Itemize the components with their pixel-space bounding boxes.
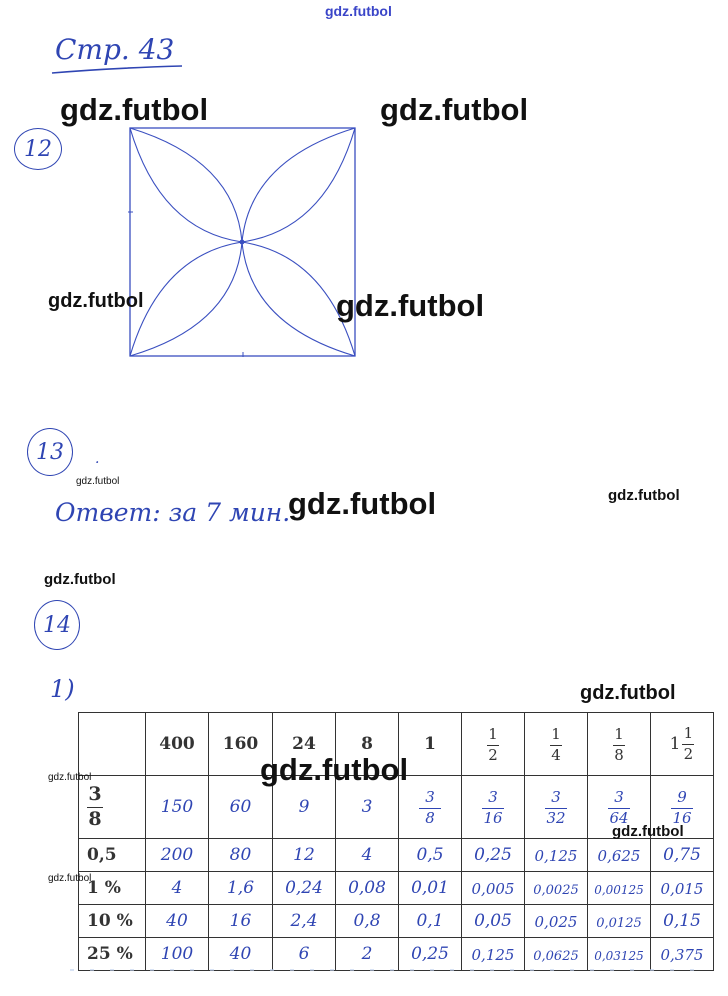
handwritten-value: 0,03125 <box>594 948 644 963</box>
watermark: gdz.futbol <box>44 571 116 588</box>
table-value-cell <box>462 776 525 839</box>
handwritten-fraction <box>482 790 504 827</box>
fraction-numerator: 3 <box>88 782 102 805</box>
watermark: gdz.futbol <box>580 682 676 704</box>
fraction-numerator: 9 <box>677 788 687 807</box>
fraction-denominator: 8 <box>614 746 624 764</box>
task-12-drawing <box>120 120 365 365</box>
handwritten-fraction <box>608 790 630 827</box>
row-label: 25 % <box>87 944 133 964</box>
table-value-cell <box>399 872 462 905</box>
table-row <box>79 839 714 872</box>
table-value-cell <box>651 839 714 872</box>
table-value-cell <box>462 872 525 905</box>
handwritten-value: 9 <box>298 797 310 817</box>
fraction-denominator: 64 <box>609 809 629 827</box>
table-value-cell <box>146 839 209 872</box>
table-corner-cell <box>79 713 146 776</box>
handwritten-value: 40 <box>166 911 188 931</box>
table-value-cell <box>525 776 588 839</box>
handwritten-value: 0,375 <box>660 945 704 964</box>
handwritten-value: 0,125 <box>534 846 578 865</box>
column-fraction <box>487 727 499 764</box>
handwritten-value: 0,625 <box>597 846 641 865</box>
watermark: gdz.futbol <box>380 92 529 127</box>
fraction-numerator: 3 <box>488 788 498 807</box>
bottom-rule <box>70 965 710 975</box>
handwritten-value: 2,4 <box>290 911 318 931</box>
table-value-cell <box>273 905 336 938</box>
table-value-cell <box>209 872 273 905</box>
table-value-cell <box>462 905 525 938</box>
column-value: 160 <box>222 734 259 754</box>
fraction-denominator: 8 <box>88 807 102 830</box>
task-12-number: 12 <box>14 128 62 170</box>
handwritten-value: 40 <box>229 944 252 964</box>
handwritten-value: 80 <box>229 845 252 865</box>
column-value: 400 <box>159 734 195 754</box>
task-13-answer: Ответ: за 7 мин. <box>55 498 291 527</box>
table-header-cell <box>525 713 588 776</box>
handwritten-value: 200 <box>160 845 194 865</box>
table-value-cell <box>146 905 209 938</box>
table-row <box>79 905 714 938</box>
fraction-denominator: 32 <box>546 809 566 827</box>
handwritten-value: 0,25 <box>411 944 449 964</box>
handwritten-value: 0,15 <box>663 911 701 931</box>
table-value-cell <box>336 872 399 905</box>
handwritten-value: 0,00125 <box>594 882 644 897</box>
handwritten-value: 150 <box>160 797 194 817</box>
handwritten-value: 4 <box>171 878 183 898</box>
table-value-cell <box>273 872 336 905</box>
handwritten-value: 0,005 <box>471 879 515 898</box>
watermark: gdz.futbol <box>260 752 409 787</box>
column-mixed-number <box>669 723 695 763</box>
task-14-number: 14 <box>34 600 80 650</box>
watermark: gdz.futbol <box>336 288 485 323</box>
handwritten-value: 0,01 <box>411 878 449 898</box>
table-value-cell <box>399 905 462 938</box>
handwritten-value: 0,8 <box>353 911 381 931</box>
page-heading: Стр. 43 <box>55 33 175 66</box>
handwritten-value: 16 <box>229 911 252 931</box>
row-label-cell <box>79 776 146 839</box>
handwritten-value: 0,025 <box>534 912 578 931</box>
table-value-cell <box>651 905 714 938</box>
table-value-cell <box>399 839 462 872</box>
handwritten-value: 0,75 <box>663 845 701 865</box>
fraction-numerator: 1 <box>488 725 498 744</box>
task-14-part-label: 1) <box>50 675 75 703</box>
handwritten-value: 0,0625 <box>533 948 579 964</box>
row-label: 0,5 <box>87 845 117 865</box>
handwritten-fraction <box>671 790 693 827</box>
table-value-cell <box>336 839 399 872</box>
handwritten-value: 0,08 <box>348 878 386 898</box>
handwritten-value: 0,25 <box>474 845 512 865</box>
fraction-numerator: 3 <box>614 788 624 807</box>
handwritten-value: 12 <box>293 845 315 865</box>
table-value-cell <box>525 905 588 938</box>
row-label-fraction <box>87 782 103 830</box>
watermark: gdz.futbol <box>48 873 92 884</box>
column-value: 1 <box>424 734 436 754</box>
table-value-cell <box>146 872 209 905</box>
handwritten-value: 0,125 <box>471 945 515 964</box>
handwritten-value: 0,24 <box>285 878 323 898</box>
fraction-numerator: 3 <box>425 788 435 807</box>
watermark: gdz.futbol <box>288 486 437 521</box>
table-row <box>79 872 714 905</box>
table-value-cell <box>462 839 525 872</box>
watermark: gdz.futbol <box>48 772 92 783</box>
handwritten-value: 0,0125 <box>596 915 642 931</box>
column-value: 24 <box>292 734 316 754</box>
watermark-top: gdz.futbol <box>325 3 392 19</box>
handwritten-value: 0,5 <box>416 845 444 865</box>
fraction-denominator: 8 <box>425 809 435 827</box>
watermark: gdz.futbol <box>48 290 144 312</box>
table-value-cell <box>273 839 336 872</box>
fraction-numerator: 3 <box>551 788 561 807</box>
handwritten-value: 0,0025 <box>533 882 579 898</box>
dot-mark: · <box>95 455 100 471</box>
table-value-cell <box>525 872 588 905</box>
handwritten-value: 6 <box>298 944 310 964</box>
table-value-cell <box>588 905 651 938</box>
fraction-denominator: 16 <box>672 809 692 827</box>
table-value-cell <box>146 776 209 839</box>
handwritten-value: 4 <box>361 845 373 865</box>
table-value-cell <box>336 905 399 938</box>
fraction-numerator: 1 <box>551 725 561 744</box>
fraction-denominator: 16 <box>483 809 503 827</box>
table-header-cell <box>651 713 714 776</box>
row-label-cell <box>79 905 146 938</box>
handwritten-value: 0,1 <box>416 911 444 931</box>
row-label: 1 % <box>87 878 121 898</box>
handwritten-fraction <box>545 790 567 827</box>
handwritten-value: 100 <box>160 944 194 964</box>
handwritten-value: 60 <box>229 797 252 817</box>
mixed-whole: 1 <box>669 734 681 754</box>
row-label-cell <box>79 839 146 872</box>
table-header-cell <box>588 713 651 776</box>
fraction-denominator: 2 <box>488 746 498 764</box>
table-header-cell <box>146 713 209 776</box>
table-header-cell <box>462 713 525 776</box>
fraction-numerator: 1 <box>614 725 624 744</box>
column-value: 8 <box>361 734 373 754</box>
watermark: gdz.futbol <box>612 823 684 840</box>
table-value-cell <box>209 905 273 938</box>
table-value-cell <box>209 839 273 872</box>
fraction-denominator: 4 <box>551 746 561 764</box>
table-value-cell <box>588 839 651 872</box>
table-value-cell <box>588 872 651 905</box>
task-13-number: 13 <box>27 428 73 476</box>
column-fraction <box>613 727 625 764</box>
handwritten-fraction <box>419 790 441 827</box>
row-label: 10 % <box>87 911 133 931</box>
handwritten-value: 3 <box>361 797 373 817</box>
table-value-cell <box>525 839 588 872</box>
handwritten-value: 1,6 <box>226 878 255 898</box>
fraction-numerator: 1 <box>683 723 694 742</box>
handwritten-value: 0,05 <box>474 911 512 931</box>
column-fraction <box>682 723 694 763</box>
handwritten-value: 2 <box>361 944 373 964</box>
column-fraction <box>550 727 562 764</box>
fraction-denominator: 2 <box>683 744 694 763</box>
table-value-cell <box>651 872 714 905</box>
watermark: gdz.futbol <box>608 487 680 504</box>
values-table <box>78 712 714 971</box>
watermark: gdz.futbol <box>76 476 120 487</box>
handwritten-value: 0,015 <box>660 879 704 898</box>
watermark: gdz.futbol <box>60 92 209 127</box>
heading-underline <box>50 64 185 76</box>
